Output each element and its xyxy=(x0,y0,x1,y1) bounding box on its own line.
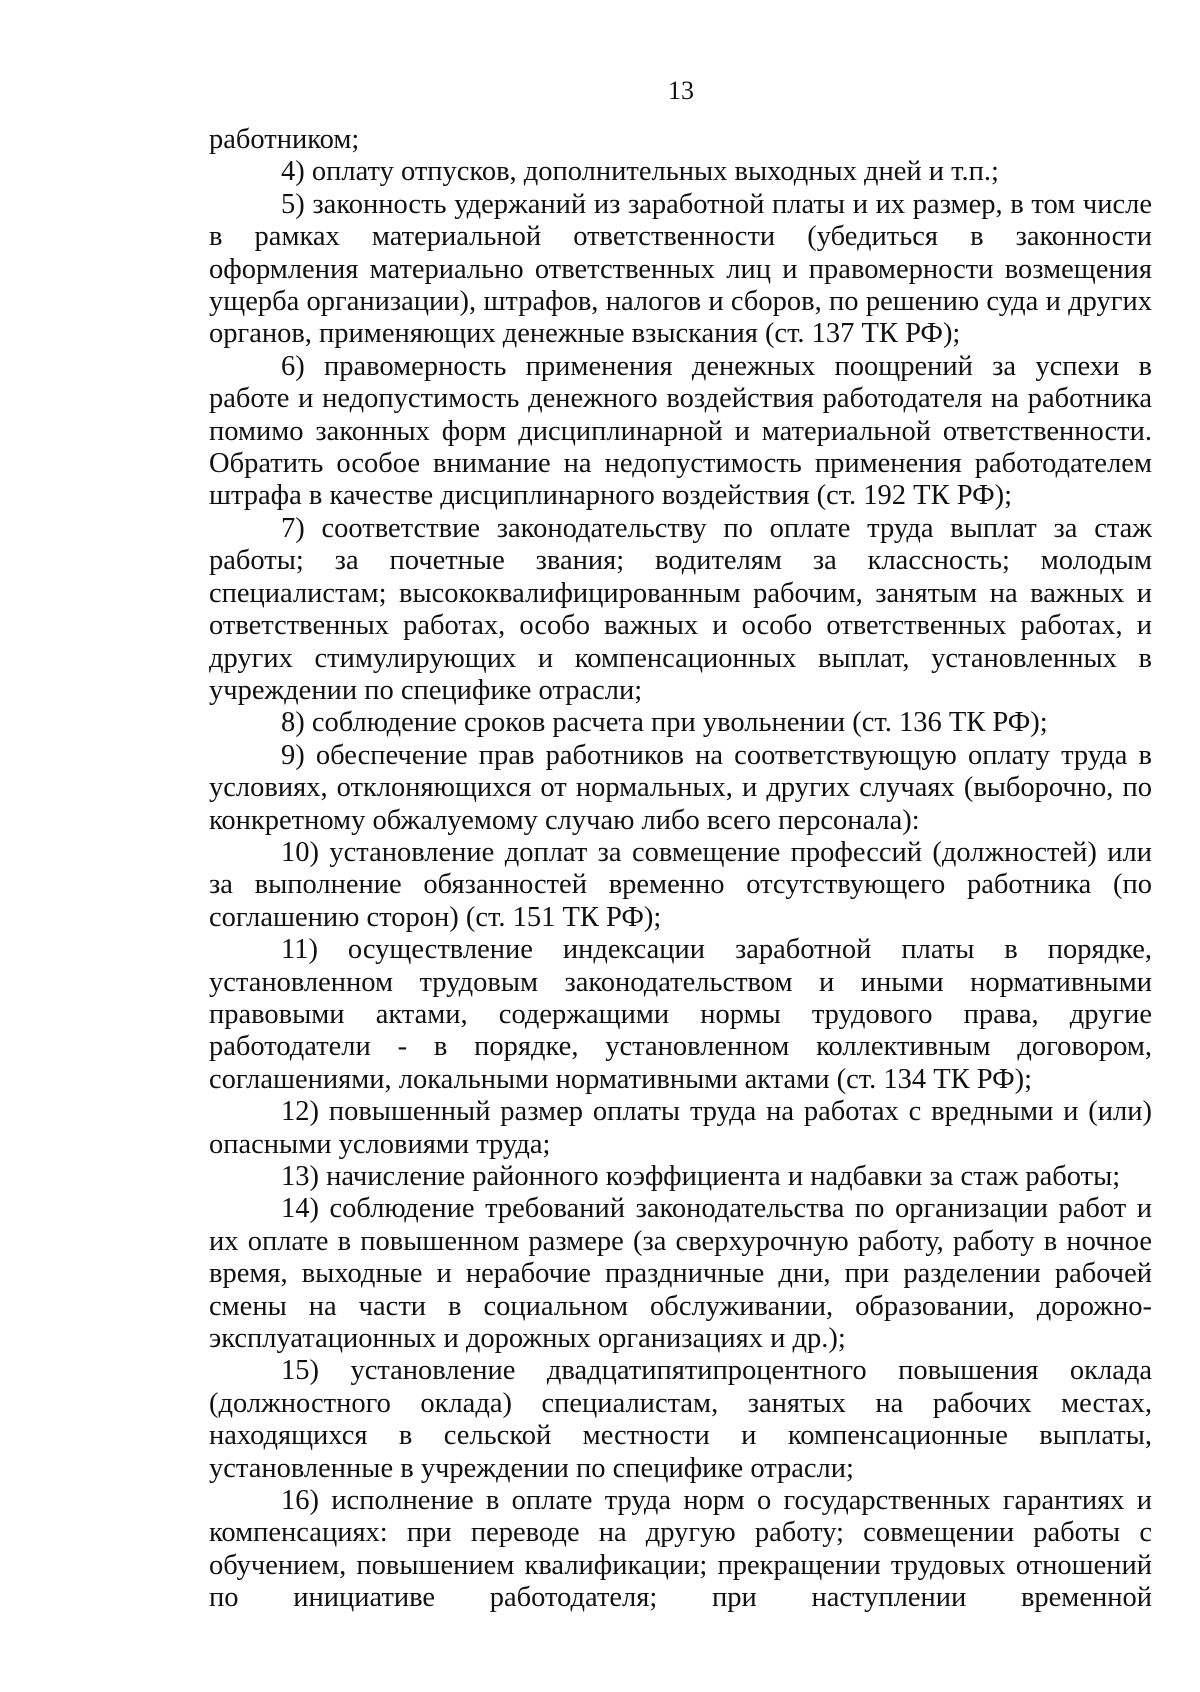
list-item-16: 16) исполнение в оплате труда норм о государственных гарантиях и компенсациях: при переводе на другую работу; совмещении работы с обучением, повышением квалификации; прекращении трудовых отношений по инициативе работодателя; при наступлении временной xyxy=(209,1485,1152,1614)
list-item-13: 13) начисление районного коэффициента и надбавки за стаж работы; xyxy=(281,1161,1121,1192)
list-item-5: 5) законность удержаний из заработной платы и их размер, в том числе в рамках материальной ответственности (убедиться в законности оформления материально ответственных лиц и правомерности возмещения ущерба организации), штрафов, налогов и сборов, по решению суда и других органов, применяющих денежные взыскания (ст. 137 ТК РФ); xyxy=(209,188,1152,350)
list-item-10: 10) установление доплат за совмещение профессий (должностей) или за выполнение обязанностей временно отсутствующего работника (по соглашению сторон) (ст. 151 ТК РФ); xyxy=(209,836,1152,933)
list-item-7: 7) соответствие законодательству по оплате труда выплат за стаж работы; за почетные звания; водителям за классность; молодым специалистам; высококвалифицированным рабочим, занятым на важных и ответственных работах, особо важных и особо ответственных работах, и других стимулирующих и компенсационных выплат, установленных в учреждении по специфике отрасли; xyxy=(209,512,1152,706)
paragraph-continuation: работником; xyxy=(209,124,360,155)
list-item-15: 15) установление двадцатипятипроцентного повышения оклада (должностного оклада) специалистам, занятых на рабочих местах, находящихся в сельской местности и компенсационные выплаты, установленные в учреждении по специфике отрасли; xyxy=(209,1355,1152,1484)
list-item-12: 12) повышенный размер оплаты труда на работах с вредными и (или) опасными условиями труда; xyxy=(209,1096,1152,1160)
list-item-4: 4) оплату отпусков, дополнительных выходных дней и т.п.; xyxy=(281,156,999,188)
page-number: 13 xyxy=(668,76,694,105)
list-item-8: 8) соблюдение сроков расчета при увольнении (ст. 136 ТК РФ); xyxy=(281,707,1048,739)
list-item-11: 11) осуществление индексации заработной платы в порядке, установленном трудовым законодательством и иными нормативными правовыми актами, содержащими нормы трудового права, другие работодатели - в порядке, установленном коллективным договором, соглашениями, локальными нормативными актами (ст. 134 ТК РФ); xyxy=(209,934,1152,1095)
list-item-14: 14) соблюдение требований законодательства по организации работ и их оплате в повышенном размере (за сверхурочную работу, работу в ночное время, выходные и нерабочие праздничные дни, при разделении рабочей смены на части в социальном обслуживании, образовании, дорожно-эксплуатационных и дорожных организациях и др.); xyxy=(209,1193,1152,1355)
list-item-6: 6) правомерность применения денежных поощрений за успехи в работе и недопустимость денежного воздействия работодателя на работника помимо законных форм дисциплинарной и материальной ответственности. Обратить особое внимание на недопустимость применения работодателем штрафа в качестве дисциплинарного воздействия (ст. 192 ТК РФ); xyxy=(209,350,1152,512)
list-item-9: 9) обеспечение прав работников на соответствующую оплату труда в условиях, отклоняющихся от нормальных, и других случаях (выборочно, по конкретному обжалуемому случаю либо всего персонала): xyxy=(209,739,1152,836)
document-body xyxy=(209,124,1152,1615)
